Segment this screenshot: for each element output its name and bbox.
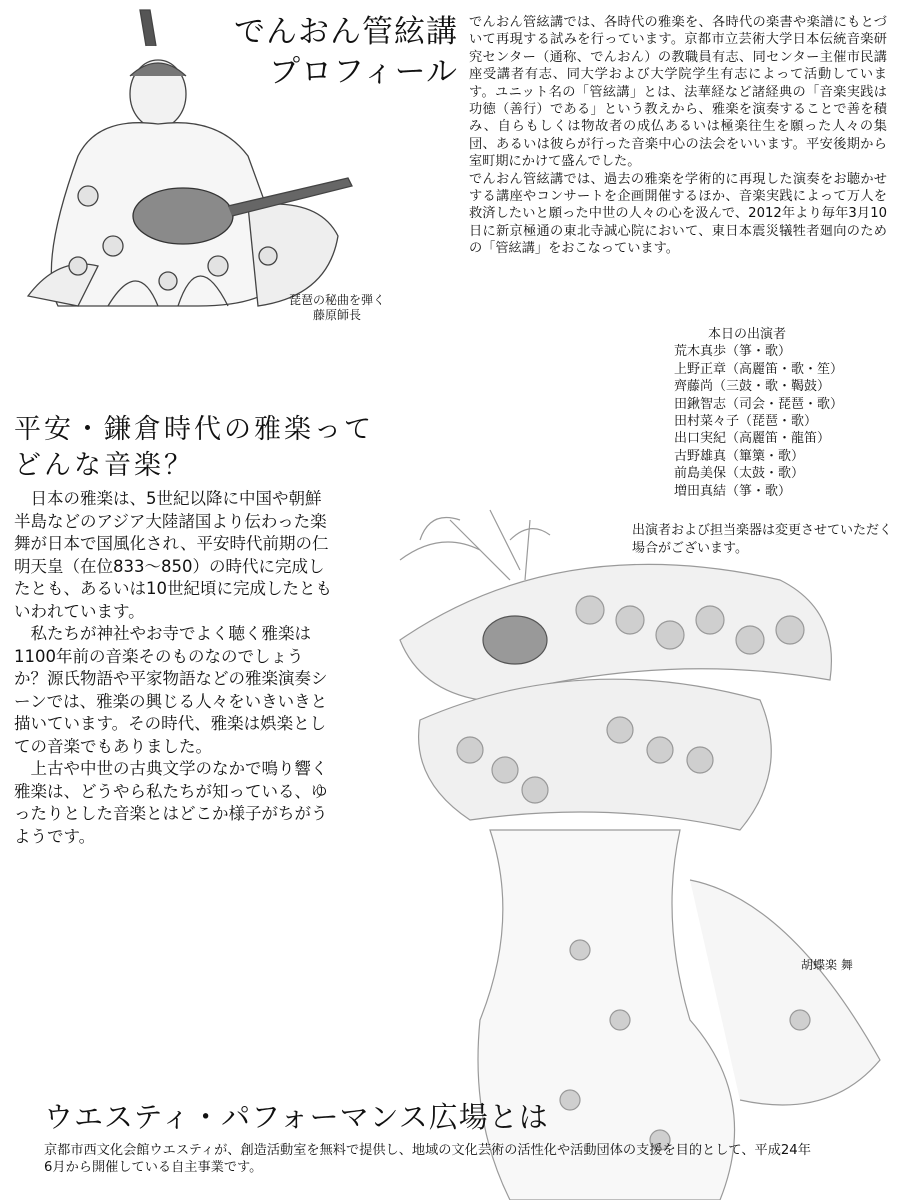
performer-item: 増田真結（箏・歌） xyxy=(674,483,792,499)
performer-item: 上野正章（高麗笛・歌・笙） xyxy=(674,361,844,377)
westy-heading: ウエスティ・パフォーマンス広場とは xyxy=(44,1100,549,1134)
performer-item: 田村菜々子（琵琶・歌） xyxy=(674,414,818,430)
performers-panel xyxy=(674,326,894,500)
musician-caption: 琵琶の秘曲を弾く 藤原師長 xyxy=(288,293,385,322)
performers-heading: 本日の出演者 xyxy=(708,327,787,342)
heian-body xyxy=(14,488,336,848)
performer-item: 古野雄真（篳篥・歌） xyxy=(674,448,805,464)
performer-item: 齊藤尚（三鼓・歌・鞨鼓） xyxy=(674,379,831,395)
intro-paragraph-2: でんおん管絃講では、過去の雅楽を学術的に再現した演奏をお聴かせする講座やコンサートを企画開催するほか、音楽実践によって万人を救済したいと願った中世の人々の心を汲んで、2012年より毎年3月10日に新京極通の東北寺誠心院において、東日本震災犠牲者廻向のための「管絃講」をおこなっています。 xyxy=(469,171,887,257)
intro-text xyxy=(469,14,887,258)
heian-paragraph-2: 私たちが神社やお寺でよく聴く雅楽は1100年前の音楽そのものなのでしょうか？源氏物語や平家物語などの雅楽演奏シーンでは、雅楽の興じる人々をいきいきと描いています。その時代、雅楽は娯楽としての音楽でもありました。 xyxy=(14,624,328,756)
heian-heading: 平安・鎌倉時代の雅楽って どんな音楽？ xyxy=(14,414,374,481)
performer-item: 前島美保（太鼓・歌） xyxy=(674,466,805,482)
dancer-caption: 胡蝶楽 舞 xyxy=(801,958,853,972)
intro-paragraph-1: でんおん管絃講では、各時代の雅楽を、各時代の楽書や楽譜にもとづいて再現する試みを行っています。京都市立芸術大学日本伝統音楽研究センター（通称、でんおん）の教職員有志、同センター主催市民講座受講者有志、同大学および大学院学生有志によって活動しています。ユニット名の「管絃講」とは、法華経など諸経典の「音楽実践は功徳（善行）である」という教えから、雅楽を演奏することで善を積み、自らもしくは物故者の成仏あるいは極楽往生を願った人々の集団、あるいは彼らが行った音楽中心の法会をいいます。平安後期から室町期にかけて盛んでした。 xyxy=(469,15,887,170)
performer-item: 田鍬智志（司会・琵琶・歌） xyxy=(674,396,844,412)
profile-title: でんおん管絃講 プロフィール xyxy=(234,14,458,90)
heian-paragraph-1: 日本の雅楽は、5世紀以降に中国や朝鮮半島などのアジア大陸諸国より伝わった楽舞が日本で国風化され、平安時代前期の仁明天皇（在位833～850）の時代に完成したとも、あるいは10世紀頃に完成したともいわれています。 xyxy=(14,489,332,621)
performer-item: 荒木真歩（箏・歌） xyxy=(674,344,792,360)
westy-body: 京都市西文化会館ウエスティが、創造活動室を無料で提供し、地域の文化芸術の活性化や活動団体の支援を目的として、平成24年6月から開催している自主事業です。 xyxy=(44,1143,811,1175)
performers-list xyxy=(674,343,894,500)
performers-note: 出演者および担当楽器は変更させていただく場合がございます。 xyxy=(632,523,893,556)
heian-paragraph-3: 上古や中世の古典文学のなかで鳴り響く雅楽は、どうやら私たちが知っている、ゆったりとした音楽とはどこか様子がちがうようです。 xyxy=(14,759,328,846)
performer-item: 出口実紀（高麗笛・龍笛） xyxy=(674,431,831,447)
